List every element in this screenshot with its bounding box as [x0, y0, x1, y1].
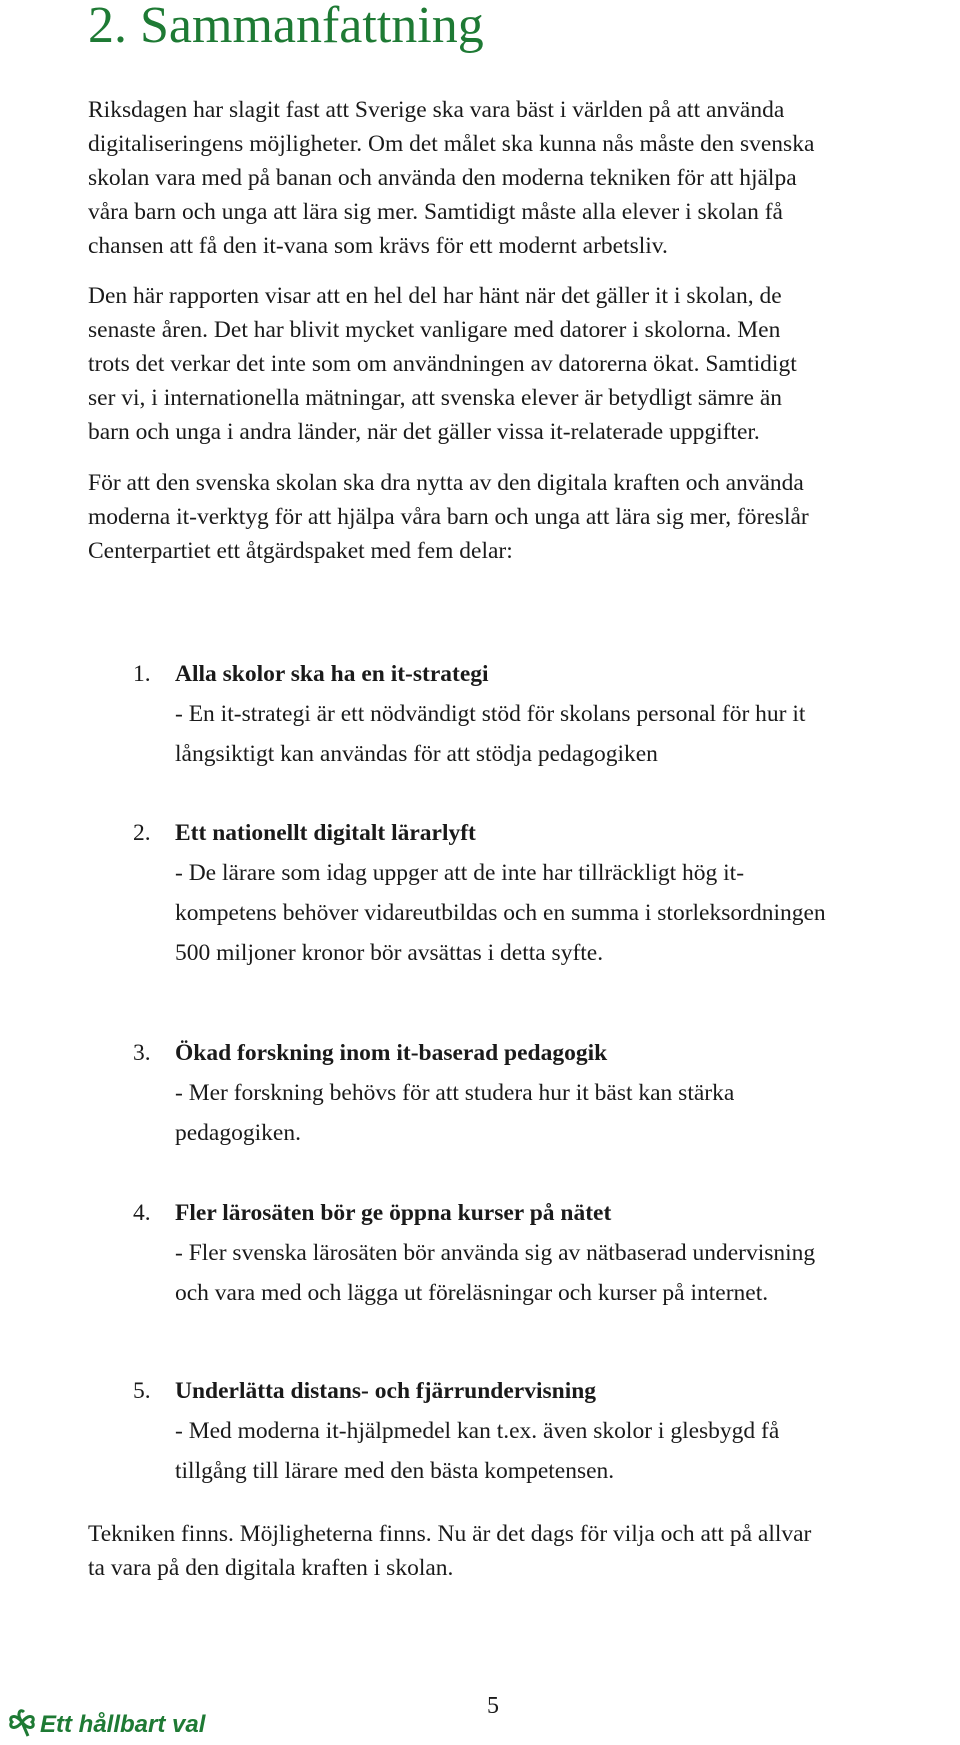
text-line: För att den svenska skolan ska dra nytta av den digitala kraften och använda	[88, 470, 804, 496]
text-line: trots det verkar det inte som om användningen av datorerna ökat. Samtidigt	[88, 351, 797, 377]
text-line: barn och unga i andra länder, när det gäller vissa it-relaterade uppgifter.	[88, 419, 760, 445]
party-logo	[6, 1704, 221, 1740]
list-item-title: Alla skolor ska ha en it-strategi	[175, 661, 489, 687]
paragraph-proposal	[88, 466, 958, 568]
list-item-line: långsiktigt kan användas för att stödja pedagogiken	[175, 741, 658, 767]
list-item-line: pedagogiken.	[175, 1120, 301, 1146]
text-line: chansen att få den it-vana som krävs för ett modernt arbetsliv.	[88, 233, 668, 259]
list-number: 2.	[133, 820, 151, 846]
text-line: senaste åren. Det har blivit mycket vanligare med datorer i skolorna. Men	[88, 317, 781, 343]
paragraph-closing	[88, 1517, 958, 1585]
text-line: Centerpartiet ett åtgärdspaket med fem delar:	[88, 538, 513, 564]
list-item-line: - De lärare som idag uppger att de inte har tillräckligt hög it-	[175, 860, 745, 886]
text-line: digitaliseringens möjligheter. Om det målet ska kunna nås måste den svenska	[88, 131, 815, 157]
list-item-line: - En it-strategi är ett nödvändigt stöd för skolans personal för hur it	[175, 701, 806, 727]
list-item-line: kompetens behöver vidareutbildas och en summa i storleksordningen	[175, 900, 826, 926]
text-line: Riksdagen har slagit fast att Sverige ska vara bäst i världen på att använda	[88, 97, 785, 123]
list-item	[175, 1371, 955, 1491]
text-line: moderna it-verktyg för att hjälpa våra barn och unga att lära sig mer, föreslår	[88, 504, 809, 530]
text-line: ser vi, i internationella mätningar, att svenska elever är betydligt sämre än	[88, 385, 783, 411]
text-line: Tekniken finns. Möjligheterna finns. Nu är det dags för vilja och att på allvar	[88, 1521, 812, 1547]
list-item	[175, 654, 955, 774]
clover-icon	[6, 1704, 221, 1740]
list-item-title: Underlätta distans- och fjärrundervisning	[175, 1378, 597, 1404]
list-number: 4.	[133, 1200, 151, 1226]
list-number: 3.	[133, 1040, 151, 1066]
list-item-line: 500 miljoner kronor bör avsättas i detta syfte.	[175, 940, 604, 966]
text-line: skolan vara med på banan och använda den moderna tekniken för att hjälpa	[88, 165, 797, 191]
paragraph-intro	[88, 93, 958, 263]
list-item-line: - Med moderna it-hjälpmedel kan t.ex. även skolor i glesbygd få	[175, 1418, 780, 1444]
text-line: Den här rapporten visar att en hel del har hänt när det gäller it i skolan, de	[88, 283, 782, 309]
list-item-line: - Mer forskning behövs för att studera hur it bäst kan stärka	[175, 1080, 735, 1106]
page-number: 5	[487, 1693, 499, 1719]
list-item-title: Ett nationellt digitalt lärarlyft	[175, 820, 476, 846]
list-number: 1.	[133, 661, 151, 687]
list-item-line: - Fler svenska lärosäten bör använda sig av nätbaserad undervisning	[175, 1240, 816, 1266]
list-item-title: Ökad forskning inom it-baserad pedagogik	[175, 1040, 608, 1066]
text-line: våra barn och unga att lära sig mer. Samtidigt måste alla elever i skolan få	[88, 199, 783, 225]
svg-text:Ett hållbart val: Ett hållbart val	[40, 1711, 206, 1738]
list-item	[175, 813, 955, 973]
list-item	[175, 1193, 955, 1313]
paragraph-report	[88, 279, 958, 449]
list-item-line: tillgång till lärare med den bästa kompetensen.	[175, 1458, 615, 1484]
page-heading: 2. Sammanfattning	[88, 0, 484, 54]
list-number: 5.	[133, 1378, 151, 1404]
text-line: ta vara på den digitala kraften i skolan.	[88, 1555, 454, 1581]
list-item-line: och vara med och lägga ut föreläsningar och kurser på internet.	[175, 1280, 769, 1306]
list-item-title: Fler lärosäten bör ge öppna kurser på nätet	[175, 1200, 612, 1226]
list-item	[175, 1033, 955, 1153]
